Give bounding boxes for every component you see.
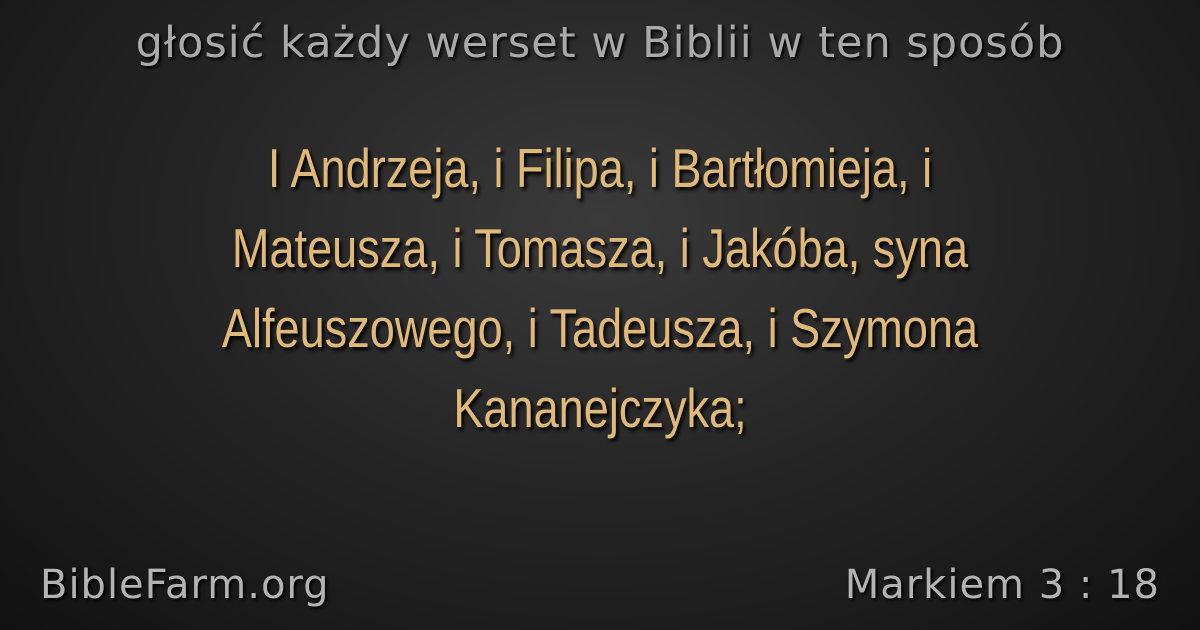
site-name: BibleFarm.org [40, 562, 330, 608]
verse-text: I Andrzeja, i Filipa, i Bartłomieja, i Mateusza, i Tomasza, i Jakóba, syna Alfeuszowego, i Tadeusza, i Szymona Kananejczyka; [221, 137, 979, 439]
header-title: głosić każdy werset w Biblii w ten sposób [135, 18, 1065, 68]
verse-reference: Markiem 3 : 18 [844, 562, 1160, 608]
